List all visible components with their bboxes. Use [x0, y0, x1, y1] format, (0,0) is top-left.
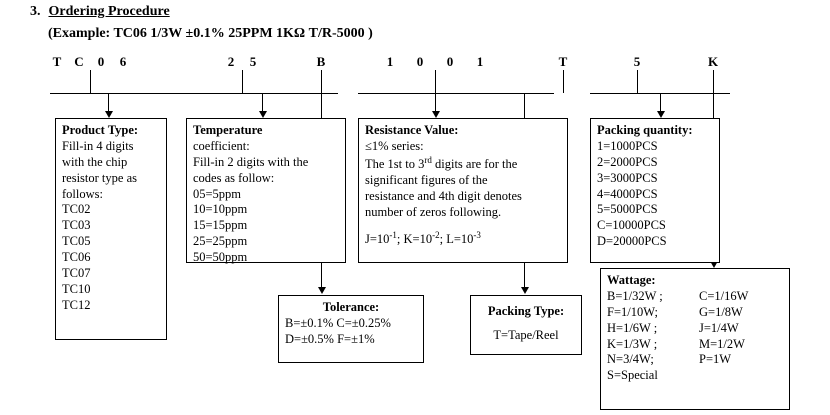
resistance-l-sup: -3 — [473, 230, 481, 241]
wattage-row-5 — [607, 352, 783, 368]
packing-quantity-line-2: 2=2000PCS — [597, 154, 658, 169]
resistance-line-3: significant figures of the — [365, 172, 488, 187]
product-type-line-6: TC03 — [62, 218, 91, 233]
box-wattage — [600, 268, 790, 410]
temperature-title: Temperature — [193, 123, 263, 137]
code-char-t1: T — [52, 54, 62, 69]
temperature-line-4: 05=5ppm — [193, 186, 242, 201]
tolerance-title: Tolerance: — [322, 300, 380, 314]
temperature-line-2: Fill-in 2 digits with the — [193, 154, 309, 169]
resistance-line2-pre: The 1st to 3 — [365, 156, 425, 171]
packing-type-title: Packing Type: — [487, 304, 565, 318]
packing-quantity-line-4: 4=4000PCS — [597, 186, 658, 201]
temperature-line-5: 10=10ppm — [193, 202, 248, 217]
product-type-line-1: Fill-in 4 digits — [62, 138, 134, 153]
packing-type-line-1: T=Tape/Reel — [493, 327, 559, 342]
code-char-1b: 1 — [476, 54, 484, 69]
arrow-head-packingtype — [521, 287, 529, 294]
code-char-0: 0 — [97, 54, 105, 69]
connector-tolerance-vertical-top — [321, 70, 322, 93]
wattage-row-2 — [607, 305, 783, 321]
code-char-k: K — [707, 54, 719, 69]
code-char-c: C — [74, 54, 84, 69]
heading-number: 3. — [30, 4, 41, 19]
code-char-2: 2 — [227, 54, 235, 69]
code-char-6: 6 — [119, 54, 127, 69]
box-temperature — [186, 118, 346, 263]
heading-title: Ordering Procedure — [48, 4, 170, 19]
example-line: (Example: TC06 1/3W ±0.1% 25PPM 1KΩ T/R-5000 ) — [48, 26, 373, 41]
code-char-0a: 0 — [416, 54, 424, 69]
product-type-line-9: TC07 — [62, 265, 91, 280]
box-tolerance — [278, 295, 424, 363]
packing-quantity-title: Packing quantity: — [597, 123, 693, 137]
product-type-line-10: TC10 — [62, 281, 91, 296]
resistance-j-base: J=10 — [365, 232, 390, 247]
arrow-stem-resistance — [435, 93, 436, 113]
code-char-5: 5 — [249, 54, 257, 69]
wattage-row-4-left: K=1/3W ; — [607, 336, 658, 351]
product-type-title: Product Type: — [62, 123, 139, 137]
wattage-row-6 — [607, 368, 783, 384]
arrow-stem-product — [108, 93, 109, 113]
tolerance-line-2: D=±0.5% F=±1% — [285, 331, 375, 346]
wattage-row-6-left: S=Special — [607, 368, 658, 383]
connector-packingtype-vertical-top — [563, 70, 564, 93]
wattage-row-5-right: P=1W — [699, 352, 732, 367]
arrow-head-tolerance — [318, 287, 326, 294]
code-char-t2: T — [558, 54, 568, 69]
resistance-line-5: number of zeros following. — [365, 204, 502, 219]
packing-quantity-line-1: 1=1000PCS — [597, 138, 658, 153]
arrow-stem-temperature — [262, 93, 263, 113]
wattage-row-2-left: F=1/10W; — [607, 304, 659, 319]
product-type-line-4: follows: — [62, 186, 103, 201]
wattage-row-2-right: G=1/8W — [699, 304, 743, 319]
page-heading — [30, 4, 170, 20]
wattage-row-4-right: M=1/2W — [699, 336, 745, 351]
box-resistance-value — [358, 118, 568, 263]
resistance-line-2 — [365, 155, 561, 173]
arrow-head-packingqty — [657, 111, 665, 118]
packing-quantity-line-5: 5=5000PCS — [597, 202, 658, 217]
packing-quantity-line-7: D=20000PCS — [597, 234, 667, 249]
product-type-line-8: TC06 — [62, 250, 91, 264]
wattage-row-1 — [607, 289, 783, 305]
packing-quantity-line-3: 3=3000PCS — [597, 170, 658, 185]
temperature-line-7: 25=25ppm — [193, 234, 248, 249]
resistance-k-base: ; K=10 — [396, 232, 433, 247]
temperature-line-3: codes as follow: — [193, 170, 275, 185]
box-product-type — [55, 118, 167, 340]
arrow-head-product — [105, 111, 113, 118]
product-type-line-5: TC02 — [62, 202, 91, 217]
wattage-row-5-left: N=3/4W; — [607, 352, 654, 367]
wattage-row-3 — [607, 321, 783, 337]
temperature-line-6: 15=15ppm — [193, 218, 248, 233]
resistance-line-1: ≤1% series: — [365, 138, 424, 153]
resistance-title: Resistance Value: — [365, 123, 459, 137]
tolerance-line-1: B=±0.1% C=±0.25% — [285, 315, 391, 330]
code-char-5b: 5 — [633, 54, 641, 69]
wattage-row-1-left: B=1/32W ; — [607, 288, 663, 303]
resistance-k-sup: -2 — [432, 230, 440, 241]
connector-packingqty-vertical — [637, 70, 638, 93]
resistance-line-6 — [365, 230, 561, 248]
resistance-l-base: ; L=10 — [439, 232, 474, 247]
resistance-j-sup: -1 — [389, 230, 397, 241]
code-char-b: B — [316, 54, 326, 69]
product-type-line-3: resistor type as — [62, 170, 137, 185]
temperature-line-1: coefficient: — [193, 138, 250, 153]
connector-resistance-vertical — [435, 70, 436, 93]
wattage-title: Wattage: — [607, 273, 656, 287]
wattage-row-3-right: J=1/4W — [699, 320, 739, 335]
code-char-0b: 0 — [446, 54, 454, 69]
connector-product-vertical — [90, 70, 91, 93]
resistance-line2-sup: rd — [424, 154, 432, 165]
product-type-line-7: TC05 — [62, 234, 91, 249]
wattage-row-3-left: H=1/6W ; — [607, 320, 658, 335]
arrow-stem-packingqty — [660, 93, 661, 113]
connector-temperature-vertical — [242, 70, 243, 93]
resistance-line2-post: digits are for the — [431, 156, 518, 171]
box-packing-type — [470, 295, 582, 355]
packing-quantity-line-6: C=10000PCS — [597, 218, 666, 233]
temperature-line-8: 50=50ppm — [193, 250, 248, 264]
box-packing-quantity — [590, 118, 720, 263]
product-type-line-11: TC12 — [62, 297, 91, 312]
wattage-row-4 — [607, 337, 783, 353]
product-type-line-2: with the chip — [62, 154, 128, 169]
arrow-head-temperature — [259, 111, 267, 118]
wattage-row-1-right: C=1/16W — [699, 288, 749, 303]
code-char-1a: 1 — [386, 54, 394, 69]
connector-wattage-vertical-top — [713, 70, 714, 93]
arrow-head-resistance — [432, 111, 440, 118]
resistance-line-4: resistance and 4th digit denotes — [365, 188, 522, 203]
